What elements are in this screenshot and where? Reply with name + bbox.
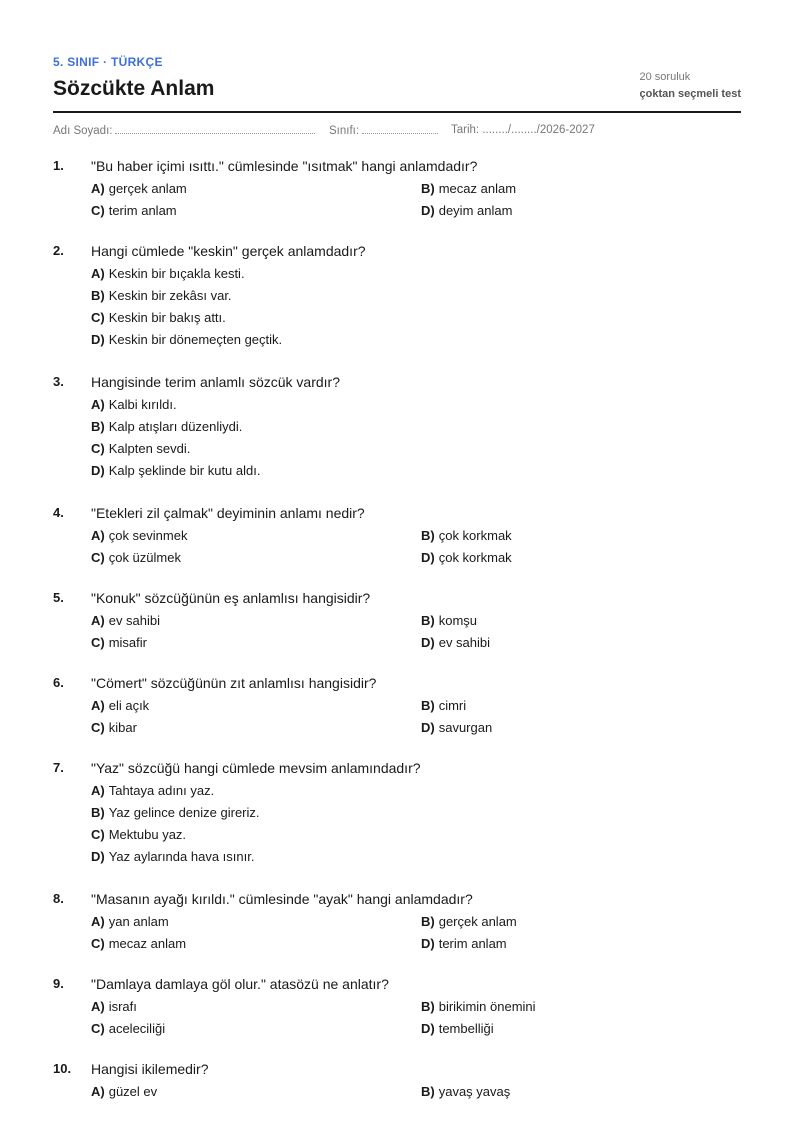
option-text: savurgan: [438, 720, 493, 735]
answer-option[interactable]: [91, 936, 421, 954]
answer-option[interactable]: [421, 1084, 741, 1102]
option-letter: B): [91, 288, 105, 303]
option-text: gerçek anlam: [438, 914, 517, 929]
option-letter: D): [91, 849, 105, 864]
option-text: Kalbi kırıldı.: [108, 397, 177, 412]
option-letter: D): [91, 332, 105, 347]
answer-options: [91, 266, 741, 350]
question-item: [53, 374, 741, 481]
option-letter: A): [91, 613, 105, 628]
answer-option[interactable]: [91, 550, 421, 568]
option-letter: D): [421, 1021, 435, 1036]
question-item: [53, 590, 741, 653]
option-text: çok üzülmek: [108, 550, 181, 565]
option-letter: B): [421, 528, 435, 543]
answer-options: [91, 698, 741, 738]
answer-option[interactable]: [421, 999, 741, 1017]
question-text: "Etekleri zil çalmak" deyiminin anlamı nedir?: [91, 505, 365, 521]
option-text: ev sahibi: [108, 613, 161, 628]
question-header: [53, 760, 741, 780]
test-type: çoktan seçmeli test: [639, 88, 741, 100]
question-header: [53, 675, 741, 695]
option-letter: C): [91, 720, 105, 735]
option-text: misafir: [108, 635, 147, 650]
question-item: [53, 1061, 741, 1102]
answer-option[interactable]: [91, 827, 741, 845]
option-text: Kalp şeklinde bir kutu aldı.: [108, 463, 261, 478]
answer-options: [91, 1084, 741, 1102]
option-letter: A): [91, 181, 105, 196]
option-letter: A): [91, 528, 105, 543]
option-text: güzel ev: [108, 1084, 158, 1099]
question-header: [53, 243, 741, 263]
answer-options: [91, 397, 741, 481]
class-field[interactable]: [329, 124, 438, 137]
question-item: [53, 976, 741, 1039]
answer-options: [91, 999, 741, 1039]
option-letter: A): [91, 266, 105, 281]
answer-option[interactable]: [421, 613, 741, 631]
option-letter: B): [421, 999, 435, 1014]
date-field[interactable]: [451, 124, 595, 136]
class-label: Sınıfı:: [329, 125, 360, 137]
answer-option[interactable]: [91, 441, 741, 459]
answer-option[interactable]: [91, 1021, 421, 1039]
question-text: "Bu haber içimi ısıttı." cümlesinde "ısıtmak" hangi anlamdadır?: [91, 158, 478, 174]
answer-options: [91, 783, 741, 867]
question-item: [53, 891, 741, 954]
answer-option[interactable]: [91, 849, 741, 867]
answer-option[interactable]: [91, 783, 741, 801]
option-text: deyim anlam: [438, 203, 513, 218]
name-blank[interactable]: [115, 124, 315, 134]
answer-option[interactable]: [91, 999, 421, 1017]
student-info-line: [53, 124, 741, 140]
answer-options: [91, 528, 741, 568]
question-item: [53, 675, 741, 738]
question-text: "Cömert" sözcüğünün zıt anlamlısı hangisidir?: [91, 675, 377, 691]
answer-option[interactable]: [421, 1021, 741, 1039]
name-field[interactable]: [53, 124, 315, 137]
option-text: Kalpten sevdi.: [108, 441, 191, 456]
option-text: tembelliği: [438, 1021, 494, 1036]
option-text: Kalp atışları düzenliydi.: [108, 419, 243, 434]
option-text: eli açık: [108, 698, 150, 713]
answer-options: [91, 914, 741, 954]
answer-option[interactable]: [91, 266, 741, 284]
answer-option[interactable]: [91, 1084, 421, 1102]
option-letter: A): [91, 914, 105, 929]
option-letter: C): [91, 635, 105, 650]
option-text: Keskin bir bakış attı.: [108, 310, 226, 325]
option-text: gerçek anlam: [108, 181, 187, 196]
option-letter: B): [421, 698, 435, 713]
page-title: Sözcükte Anlam: [53, 77, 215, 100]
class-blank[interactable]: [362, 124, 438, 134]
answer-option[interactable]: [91, 635, 421, 653]
answer-option[interactable]: [421, 720, 741, 738]
question-item: [53, 760, 741, 867]
answer-option[interactable]: [421, 698, 741, 716]
answer-option[interactable]: [91, 698, 421, 716]
option-letter: A): [91, 397, 105, 412]
question-text: "Konuk" sözcüğünün eş anlamlısı hangisidir?: [91, 590, 371, 606]
option-text: birikimin önemini: [438, 999, 536, 1014]
option-text: çok korkmak: [438, 528, 512, 543]
date-value: ......../......../2026-2027: [482, 124, 595, 136]
option-text: israfı: [108, 999, 137, 1014]
option-letter: B): [421, 1084, 435, 1099]
question-number: 4.: [53, 505, 64, 520]
name-label: Adı Soyadı:: [53, 125, 113, 137]
date-label: Tarih:: [451, 124, 480, 136]
question-number: 9.: [53, 976, 64, 991]
option-letter: C): [91, 1021, 105, 1036]
answer-option[interactable]: [91, 805, 741, 823]
option-letter: A): [91, 999, 105, 1014]
question-number: 2.: [53, 243, 64, 258]
option-text: Mektubu yaz.: [108, 827, 187, 842]
answer-option[interactable]: [421, 635, 741, 653]
question-header: [53, 976, 741, 996]
answer-option[interactable]: [91, 528, 421, 546]
answer-option[interactable]: [91, 181, 421, 199]
option-text: cimri: [438, 698, 467, 713]
option-text: yan anlam: [108, 914, 169, 929]
answer-option[interactable]: [421, 550, 741, 568]
question-header: [53, 1061, 741, 1081]
answer-option[interactable]: [421, 914, 741, 932]
question-text: "Yaz" sözcüğü hangi cümlede mevsim anlamındadır?: [91, 760, 421, 776]
answer-option[interactable]: [91, 203, 421, 221]
question-text: Hangisinde terim anlamlı sözcük vardır?: [91, 374, 340, 390]
answer-option[interactable]: [421, 181, 741, 199]
test-meta: [640, 71, 742, 100]
option-letter: C): [91, 203, 105, 218]
answer-option[interactable]: [91, 332, 741, 350]
option-text: mecaz anlam: [438, 181, 517, 196]
question-header: [53, 374, 741, 394]
answer-option[interactable]: [91, 310, 741, 328]
option-text: kibar: [108, 720, 137, 735]
option-letter: B): [91, 805, 105, 820]
worksheet-page: [53, 0, 741, 1123]
option-letter: A): [91, 783, 105, 798]
question-number: 3.: [53, 374, 64, 389]
answer-option[interactable]: [421, 203, 741, 221]
option-text: mecaz anlam: [108, 936, 187, 951]
option-letter: C): [91, 827, 105, 842]
answer-option[interactable]: [91, 288, 741, 306]
option-text: Keskin bir dönemeçten geçtik.: [108, 332, 283, 347]
question-header: [53, 158, 741, 178]
question-list: [53, 158, 741, 1123]
answer-option[interactable]: [91, 914, 421, 932]
option-text: çok korkmak: [438, 550, 512, 565]
answer-option[interactable]: [91, 419, 741, 437]
option-letter: B): [421, 914, 435, 929]
answer-option[interactable]: [91, 463, 741, 481]
answer-options: [91, 181, 741, 221]
question-number: 10.: [53, 1061, 72, 1076]
option-letter: B): [91, 419, 105, 434]
worksheet-header: [53, 55, 741, 113]
grade-subject-label: 5. SINIF · TÜRKÇE: [53, 55, 163, 69]
answer-option[interactable]: [91, 613, 421, 631]
option-text: komşu: [438, 613, 478, 628]
question-text: Hangi cümlede "keskin" gerçek anlamdadır?: [91, 243, 366, 259]
answer-option[interactable]: [421, 528, 741, 546]
option-letter: C): [91, 441, 105, 456]
answer-option[interactable]: [91, 397, 741, 415]
option-letter: A): [91, 1084, 105, 1099]
question-number: 6.: [53, 675, 64, 690]
option-text: Keskin bir bıçakla kesti.: [108, 266, 245, 281]
option-text: terim anlam: [438, 936, 507, 951]
question-item: [53, 158, 741, 221]
answer-options: [91, 613, 741, 653]
question-count: 20 soruluk: [639, 71, 691, 83]
option-letter: B): [421, 181, 435, 196]
question-item: [53, 505, 741, 568]
option-letter: D): [421, 720, 435, 735]
option-text: Yaz aylarında hava ısınır.: [108, 849, 255, 864]
option-letter: C): [91, 936, 105, 951]
option-text: çok sevinmek: [108, 528, 188, 543]
question-text: Hangisi ikilemedir?: [91, 1061, 209, 1077]
question-item: [53, 243, 741, 350]
question-header: [53, 891, 741, 911]
option-letter: D): [421, 550, 435, 565]
question-header: [53, 590, 741, 610]
option-letter: D): [421, 203, 435, 218]
question-number: 1.: [53, 158, 64, 173]
option-letter: D): [91, 463, 105, 478]
option-text: Tahtaya adını yaz.: [108, 783, 215, 798]
question-number: 7.: [53, 760, 64, 775]
option-letter: A): [91, 698, 105, 713]
question-text: "Damlaya damlaya göl olur." atasözü ne anlatır?: [91, 976, 389, 992]
option-text: yavaş yavaş: [438, 1084, 511, 1099]
option-text: Keskin bir zekâsı var.: [108, 288, 232, 303]
option-letter: C): [91, 550, 105, 565]
option-text: Yaz gelince denize gireriz.: [108, 805, 260, 820]
question-number: 5.: [53, 590, 64, 605]
question-text: "Masanın ayağı kırıldı." cümlesinde "ayak" hangi anlamdadır?: [91, 891, 473, 907]
option-text: aceleciliği: [108, 1021, 166, 1036]
option-letter: B): [421, 613, 435, 628]
option-text: terim anlam: [108, 203, 177, 218]
option-letter: D): [421, 936, 435, 951]
question-header: [53, 505, 741, 525]
option-letter: D): [421, 635, 435, 650]
answer-option[interactable]: [91, 720, 421, 738]
option-text: ev sahibi: [438, 635, 491, 650]
answer-option[interactable]: [421, 936, 741, 954]
question-number: 8.: [53, 891, 64, 906]
option-letter: C): [91, 310, 105, 325]
